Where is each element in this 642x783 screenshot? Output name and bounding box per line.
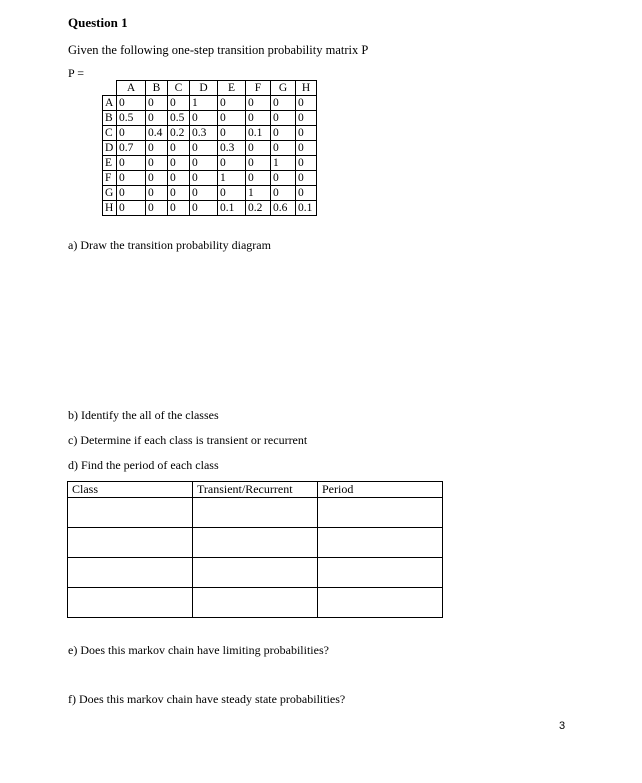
matrix-cell: 0 <box>146 111 168 126</box>
transient-recurrent-cell[interactable] <box>193 528 318 558</box>
matrix-row-label: F <box>103 171 117 186</box>
matrix-col-header: H <box>296 81 317 96</box>
matrix-cell: 0 <box>168 156 190 171</box>
period-header: Period <box>318 482 443 498</box>
matrix-col-header: D <box>190 81 218 96</box>
matrix-cell: 1 <box>246 186 271 201</box>
matrix-cell: 0.1 <box>296 201 317 216</box>
period-cell[interactable] <box>318 588 443 618</box>
matrix-cell: 0 <box>190 201 218 216</box>
matrix-col-header: C <box>168 81 190 96</box>
matrix-cell: 1 <box>271 156 296 171</box>
matrix-row-label: D <box>103 141 117 156</box>
matrix-cell: 0 <box>168 141 190 156</box>
question-c: c) Determine if each class is transient or recurrent <box>68 433 308 447</box>
matrix-row-label: C <box>103 126 117 141</box>
matrix-cell: 0 <box>117 96 146 111</box>
matrix-cell: 0 <box>168 171 190 186</box>
period-cell[interactable] <box>318 528 443 558</box>
matrix-cell: 0 <box>117 186 146 201</box>
question-e: e) Does this markov chain have limiting probabilities? <box>68 643 329 657</box>
class-table-row <box>68 498 443 528</box>
period-cell[interactable] <box>318 498 443 528</box>
question-d: d) Find the period of each class <box>68 458 219 472</box>
class-cell[interactable] <box>68 558 193 588</box>
matrix-cell: 0 <box>271 126 296 141</box>
matrix-cell: 0 <box>146 171 168 186</box>
question-b: b) Identify the all of the classes <box>68 408 219 422</box>
matrix-cell: 0 <box>146 96 168 111</box>
matrix-cell: 0.5 <box>117 111 146 126</box>
matrix-cell: 0 <box>271 171 296 186</box>
class-answer-table <box>67 481 443 618</box>
matrix-cell: 0 <box>190 186 218 201</box>
matrix-cell: 0.6 <box>271 201 296 216</box>
matrix-cell: 0 <box>246 96 271 111</box>
matrix-cell: 0 <box>168 96 190 111</box>
matrix-cell: 0.3 <box>218 141 246 156</box>
matrix-col-header: B <box>146 81 168 96</box>
question-f: f) Does this markov chain have steady state probabilities? <box>68 692 346 706</box>
class-table-row <box>68 528 443 558</box>
matrix-row <box>103 171 317 186</box>
matrix-cell: 0 <box>146 141 168 156</box>
transient-recurrent-header: Transient/Recurrent <box>193 482 318 498</box>
matrix-cell: 0 <box>246 156 271 171</box>
matrix-row-label: E <box>103 156 117 171</box>
matrix-cell: 0 <box>117 201 146 216</box>
question-title: Question 1 <box>68 15 128 30</box>
matrix-cell: 0 <box>296 141 317 156</box>
matrix-row <box>103 111 317 126</box>
matrix-cell: 0.4 <box>146 126 168 141</box>
matrix-cell: 0 <box>117 156 146 171</box>
matrix-cell: 0.1 <box>218 201 246 216</box>
matrix-cell: 0 <box>246 171 271 186</box>
matrix-header-row <box>103 81 317 96</box>
matrix-row <box>103 156 317 171</box>
intro-text: Given the following one-step transition probability matrix P <box>68 43 369 57</box>
matrix-col-header: G <box>271 81 296 96</box>
matrix-cell: 0.2 <box>246 201 271 216</box>
matrix-row-label: H <box>103 201 117 216</box>
matrix-cell: 0.1 <box>246 126 271 141</box>
matrix-cell: 0 <box>218 111 246 126</box>
matrix-col-header: E <box>218 81 246 96</box>
matrix-cell: 0 <box>246 111 271 126</box>
matrix-cell: 0 <box>218 156 246 171</box>
matrix-cell: 0 <box>296 156 317 171</box>
matrix-col-header: F <box>246 81 271 96</box>
matrix-col-header: A <box>117 81 146 96</box>
transient-recurrent-cell[interactable] <box>193 588 318 618</box>
matrix-cell: 0 <box>190 141 218 156</box>
matrix-cell: 0 <box>117 171 146 186</box>
question-a: a) Draw the transition probability diagram <box>68 238 271 252</box>
matrix-row-label: A <box>103 96 117 111</box>
matrix-cell: 0 <box>146 201 168 216</box>
matrix-cell: 0 <box>168 186 190 201</box>
matrix-row <box>103 201 317 216</box>
matrix-cell: 0 <box>146 156 168 171</box>
matrix-row <box>103 141 317 156</box>
class-header: Class <box>68 482 193 498</box>
class-cell[interactable] <box>68 498 193 528</box>
transition-matrix <box>102 80 317 216</box>
matrix-cell: 0 <box>218 126 246 141</box>
matrix-cell: 0.5 <box>168 111 190 126</box>
matrix-cell: 0 <box>296 126 317 141</box>
matrix-row <box>103 96 317 111</box>
matrix-row <box>103 186 317 201</box>
matrix-cell: 0 <box>271 96 296 111</box>
matrix-cell: 0 <box>296 186 317 201</box>
matrix-cell: 0 <box>218 96 246 111</box>
class-table-row <box>68 558 443 588</box>
matrix-cell: 0 <box>218 186 246 201</box>
matrix-cell: 0 <box>246 141 271 156</box>
matrix-cell: 0 <box>271 186 296 201</box>
class-cell[interactable] <box>68 528 193 558</box>
matrix-cell: 0 <box>296 111 317 126</box>
matrix-cell: 0 <box>190 171 218 186</box>
matrix-cell: 0 <box>271 111 296 126</box>
matrix-cell: 0 <box>117 126 146 141</box>
transient-recurrent-cell[interactable] <box>193 558 318 588</box>
period-cell[interactable] <box>318 558 443 588</box>
matrix-cell: 0 <box>296 96 317 111</box>
page-number: 3 <box>559 720 566 732</box>
matrix-cell: 0 <box>296 171 317 186</box>
class-cell[interactable] <box>68 588 193 618</box>
matrix-row-label: G <box>103 186 117 201</box>
matrix-cell: 0 <box>190 156 218 171</box>
class-table-header-row <box>68 482 443 498</box>
class-table-row <box>68 588 443 618</box>
matrix-cell: 0 <box>190 111 218 126</box>
matrix-cell: 0 <box>168 201 190 216</box>
matrix-cell: 0.2 <box>168 126 190 141</box>
p-label: P = <box>68 66 84 80</box>
matrix-row-label: B <box>103 111 117 126</box>
matrix-cell: 0.7 <box>117 141 146 156</box>
matrix-cell: 1 <box>218 171 246 186</box>
matrix-cell: 0.3 <box>190 126 218 141</box>
matrix-cell: 0 <box>146 186 168 201</box>
matrix-cell: 1 <box>190 96 218 111</box>
matrix-corner <box>103 81 117 96</box>
matrix-cell: 0 <box>271 141 296 156</box>
matrix-row <box>103 126 317 141</box>
transient-recurrent-cell[interactable] <box>193 498 318 528</box>
